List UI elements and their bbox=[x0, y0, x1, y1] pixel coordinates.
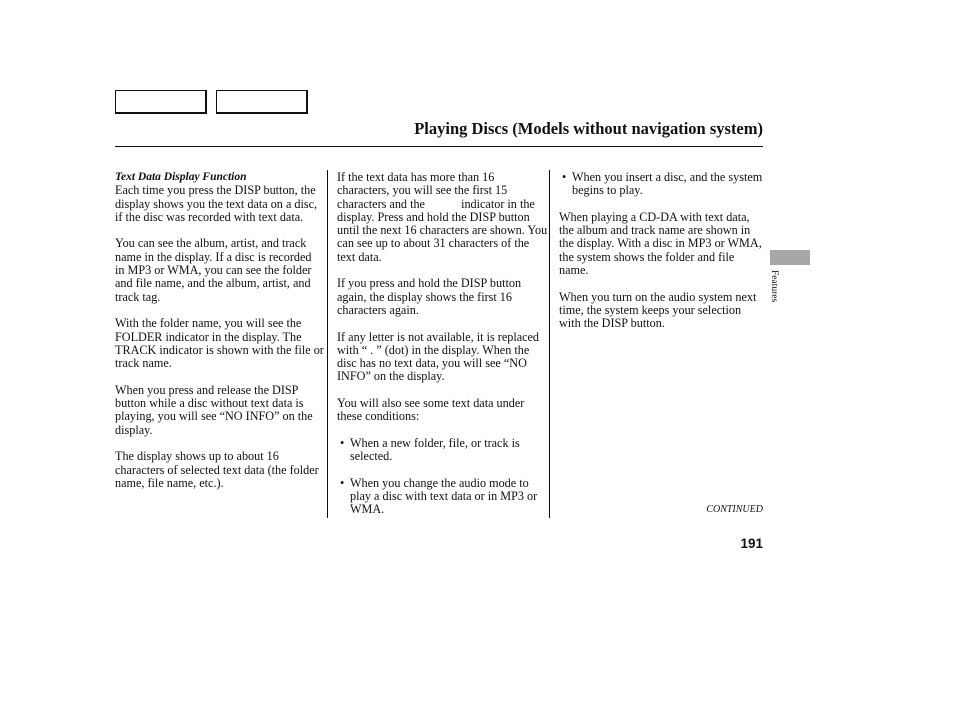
text-column-3 bbox=[559, 171, 763, 344]
paragraph: With the folder name, you will see the FOLDER indicator in the display. The TRACK indicator is shown with the file or track name. bbox=[115, 316, 324, 371]
section-tab bbox=[770, 250, 810, 265]
nav-box-left bbox=[115, 90, 207, 114]
side-label bbox=[768, 270, 782, 315]
continued-label: CONTINUED bbox=[706, 504, 763, 515]
text-column-1 bbox=[115, 171, 324, 503]
bullet-item bbox=[559, 171, 763, 198]
bullet-text: When a new folder, file, or track is selected. bbox=[350, 435, 520, 464]
column-divider bbox=[549, 170, 550, 518]
section-heading: Text Data Display Function bbox=[115, 171, 247, 183]
paragraph: Each time you press the DISP button, the display shows you the text data on a disc, if the disc was recorded with text data. bbox=[115, 183, 318, 224]
bullet-icon: • bbox=[340, 475, 345, 490]
column-divider bbox=[327, 170, 328, 518]
bullet-icon: • bbox=[562, 170, 567, 184]
paragraph: When you turn on the audio system next time, the system keeps your selection with the DISP button. bbox=[559, 289, 757, 331]
page-title: Playing Discs (Models without navigation system) bbox=[414, 119, 763, 138]
side-label-text: Features bbox=[769, 270, 779, 303]
paragraph: When playing a CD-DA with text data, the album and track name are shown in the display. With a disc in MP3 or WMA, the system shows the folder and file name. bbox=[559, 209, 762, 278]
bullet-icon: • bbox=[340, 435, 345, 450]
paragraph: If you press and hold the DISP button again, the display shows the first 16 characters again. bbox=[337, 276, 522, 317]
title-rule bbox=[115, 146, 763, 147]
bullet-text: When you change the audio mode to play a disc with text data or in MP3 or WMA. bbox=[350, 475, 538, 517]
paragraph: The display shows up to about 16 characters of selected text data (the folder name, file name, etc.). bbox=[115, 449, 319, 490]
nav-box-right bbox=[216, 90, 308, 114]
page-number: 191 bbox=[740, 536, 763, 551]
paragraph-part: If the text data has more than 16 characters, you will see the first 15 characters and the bbox=[337, 170, 508, 211]
bullet-item bbox=[337, 477, 549, 517]
bullet-item bbox=[337, 437, 549, 464]
paragraph: If any letter is not available, it is replaced with “ . ” (dot) in the display. When the disc has no text data, you will see “NO INFO” on the display. bbox=[337, 329, 540, 384]
paragraph: When you press and release the DISP button while a disc without text data is playing, you will see “NO INFO” on the display. bbox=[115, 382, 313, 437]
text-column-2 bbox=[337, 171, 549, 530]
paragraph: You can see the album, artist, and track name in the display. If a disc is recorded in MP3 or WMA, you can see the folder and file name, and the album, artist, and track tag. bbox=[115, 236, 312, 304]
paragraph: You will also see some text data under these conditions: bbox=[337, 396, 525, 424]
paragraph-part: indicator in the display. Press and hold the DISP button until the next 16 characters are shown. You can see up to about 31 characters of the text data. bbox=[337, 196, 548, 264]
paragraph bbox=[337, 171, 549, 264]
bullet-text: When you insert a disc, and the system begins to play. bbox=[572, 170, 763, 198]
